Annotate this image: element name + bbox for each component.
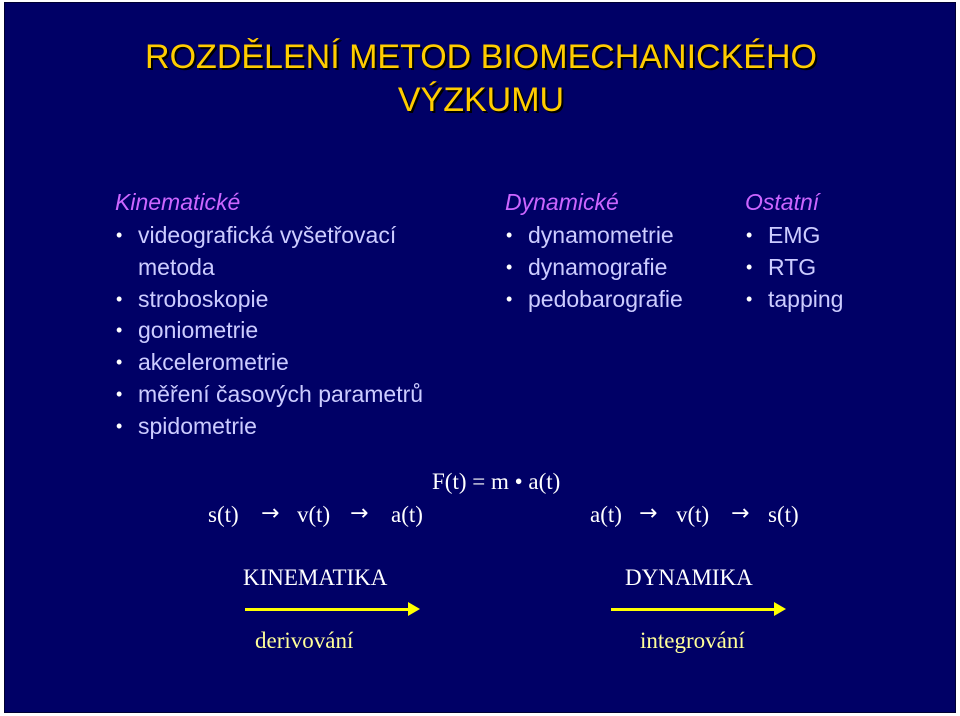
arrow-right-icon: →	[350, 501, 369, 526]
list-item: • spidometrie	[138, 410, 257, 442]
right-chain-a: a(t)	[590, 502, 622, 527]
bullet-icon: •	[116, 225, 123, 245]
right-chain-s: s(t)	[768, 502, 799, 527]
list-item: metoda	[138, 254, 215, 280]
dynamics-label: DYNAMIKA	[625, 565, 753, 590]
bullet-icon: •	[746, 257, 753, 277]
other-heading: Ostatní	[745, 189, 820, 215]
integration-label: integrování	[640, 628, 745, 653]
arrow-right-icon: →	[261, 501, 280, 526]
left-chain-s: s(t)	[208, 502, 239, 527]
slide-title-line2: VÝZKUMU	[397, 81, 565, 119]
list-item: • měření časových parametrů	[138, 378, 423, 410]
list-item: • akcelerometrie	[138, 346, 289, 378]
list-item: • dynamometrie	[528, 219, 674, 251]
arrow-right-icon: →	[639, 501, 658, 526]
bullet-icon: •	[116, 320, 123, 340]
left-chain-a: a(t)	[391, 502, 423, 527]
bullet-icon: •	[746, 289, 753, 309]
kinematic-heading: Kinematické	[115, 189, 241, 215]
integration-arrow-icon	[611, 608, 776, 611]
kinematics-label: KINEMATIKA	[243, 565, 388, 590]
bullet-icon: •	[116, 384, 123, 404]
list-item: • tapping	[768, 283, 843, 315]
bullet-icon: •	[116, 289, 123, 309]
list-item: • goniometrie	[138, 314, 258, 346]
slide-title-line1: ROZDĚLENÍ METOD BIOMECHANICKÉHO	[145, 38, 817, 76]
bullet-icon: •	[506, 225, 513, 245]
bullet-icon: •	[116, 416, 123, 436]
bullet-icon: •	[506, 289, 513, 309]
arrow-right-icon: →	[731, 501, 750, 526]
bullet-icon: •	[116, 352, 123, 372]
list-item: • pedobarografie	[528, 283, 683, 315]
bullet-icon: •	[746, 225, 753, 245]
newton-formula: F(t) = m • a(t)	[432, 469, 561, 494]
list-item: • dynamografie	[528, 251, 667, 283]
list-item: • RTG	[768, 251, 816, 283]
list-item: • EMG	[768, 219, 820, 251]
slide	[4, 2, 956, 713]
derivation-arrow-icon	[245, 608, 410, 611]
right-chain-v: v(t)	[676, 502, 710, 527]
derivation-label: derivování	[255, 628, 354, 653]
list-item: • stroboskopie	[138, 283, 268, 315]
list-item: • videografická vyšetřovací	[138, 219, 396, 251]
dynamic-heading: Dynamické	[505, 189, 619, 215]
bullet-icon: •	[506, 257, 513, 277]
left-chain-v: v(t)	[297, 502, 331, 527]
